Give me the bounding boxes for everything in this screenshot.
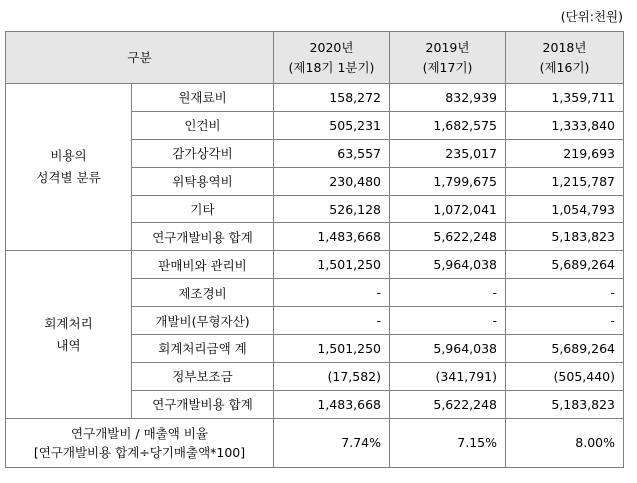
cell-value: 1,215,787	[506, 167, 624, 195]
unit-note: (단위:천원)	[560, 9, 623, 24]
cell-value: 1,072,041	[390, 195, 506, 223]
header-row	[6, 32, 624, 84]
row-label: 제조경비	[132, 279, 274, 307]
section-label-accounting: 회계처리 내역	[6, 251, 132, 418]
cell-value: -	[390, 279, 506, 307]
cell-value: 1,054,793	[506, 195, 624, 223]
row-label: 원재료비	[132, 84, 274, 112]
header-category: 구분	[6, 32, 274, 84]
header-2019: 2019년 (제17기)	[390, 32, 506, 84]
cell-value: 63,557	[274, 139, 390, 167]
row-label: 회계처리금액 계	[132, 335, 274, 363]
cell-value: 5,622,248	[390, 223, 506, 251]
cell-value: 1,359,711	[506, 84, 624, 112]
cell-value: 158,272	[274, 84, 390, 112]
row-label: 정부보조금	[132, 362, 274, 390]
row-label: 연구개발비용 합계	[132, 223, 274, 251]
cell-value: 5,964,038	[390, 335, 506, 363]
table-row	[6, 251, 624, 279]
cell-value: 1,483,668	[274, 223, 390, 251]
cell-value: 5,964,038	[390, 251, 506, 279]
table-row	[6, 84, 624, 112]
cell-value: (341,791)	[390, 362, 506, 390]
cell-value: -	[390, 307, 506, 335]
row-label: 위탁용역비	[132, 167, 274, 195]
cell-value: 230,480	[274, 167, 390, 195]
cell-value: 5,689,264	[506, 335, 624, 363]
row-label: 연구개발비용 합계	[132, 390, 274, 418]
rnd-expense-table	[5, 31, 624, 468]
cell-value: 5,183,823	[506, 223, 624, 251]
cell-value: 832,939	[390, 84, 506, 112]
ratio-row	[6, 418, 624, 467]
cell-value: -	[506, 279, 624, 307]
cell-value: 1,333,840	[506, 111, 624, 139]
cell-value: 235,017	[390, 139, 506, 167]
cell-value: 1,501,250	[274, 251, 390, 279]
cell-value: -	[274, 279, 390, 307]
ratio-label: 연구개발비 / 매출액 비율 [연구개발비용 합계÷당기매출액*100]	[6, 418, 274, 467]
ratio-value: 7.74%	[274, 418, 390, 467]
cell-value: 5,183,823	[506, 390, 624, 418]
row-label: 감가상각비	[132, 139, 274, 167]
cell-value: 1,799,675	[390, 167, 506, 195]
cell-value: 5,622,248	[390, 390, 506, 418]
cell-value: 1,682,575	[390, 111, 506, 139]
ratio-value: 7.15%	[390, 418, 506, 467]
cell-value: 526,128	[274, 195, 390, 223]
header-2018: 2018년 (제16기)	[506, 32, 624, 84]
cell-value: 219,693	[506, 139, 624, 167]
cell-value: 1,501,250	[274, 335, 390, 363]
cell-value: -	[506, 307, 624, 335]
cell-value: (17,582)	[274, 362, 390, 390]
row-label: 판매비와 관리비	[132, 251, 274, 279]
section-label-nature: 비용의 성격별 분류	[6, 84, 132, 251]
header-2020: 2020년 (제18기 1분기)	[274, 32, 390, 84]
cell-value: 5,689,264	[506, 251, 624, 279]
row-label: 인건비	[132, 111, 274, 139]
cell-value: 1,483,668	[274, 390, 390, 418]
cell-value: -	[274, 307, 390, 335]
row-label: 기타	[132, 195, 274, 223]
cell-value: (505,440)	[506, 362, 624, 390]
ratio-value: 8.00%	[506, 418, 624, 467]
cell-value: 505,231	[274, 111, 390, 139]
row-label: 개발비(무형자산)	[132, 307, 274, 335]
